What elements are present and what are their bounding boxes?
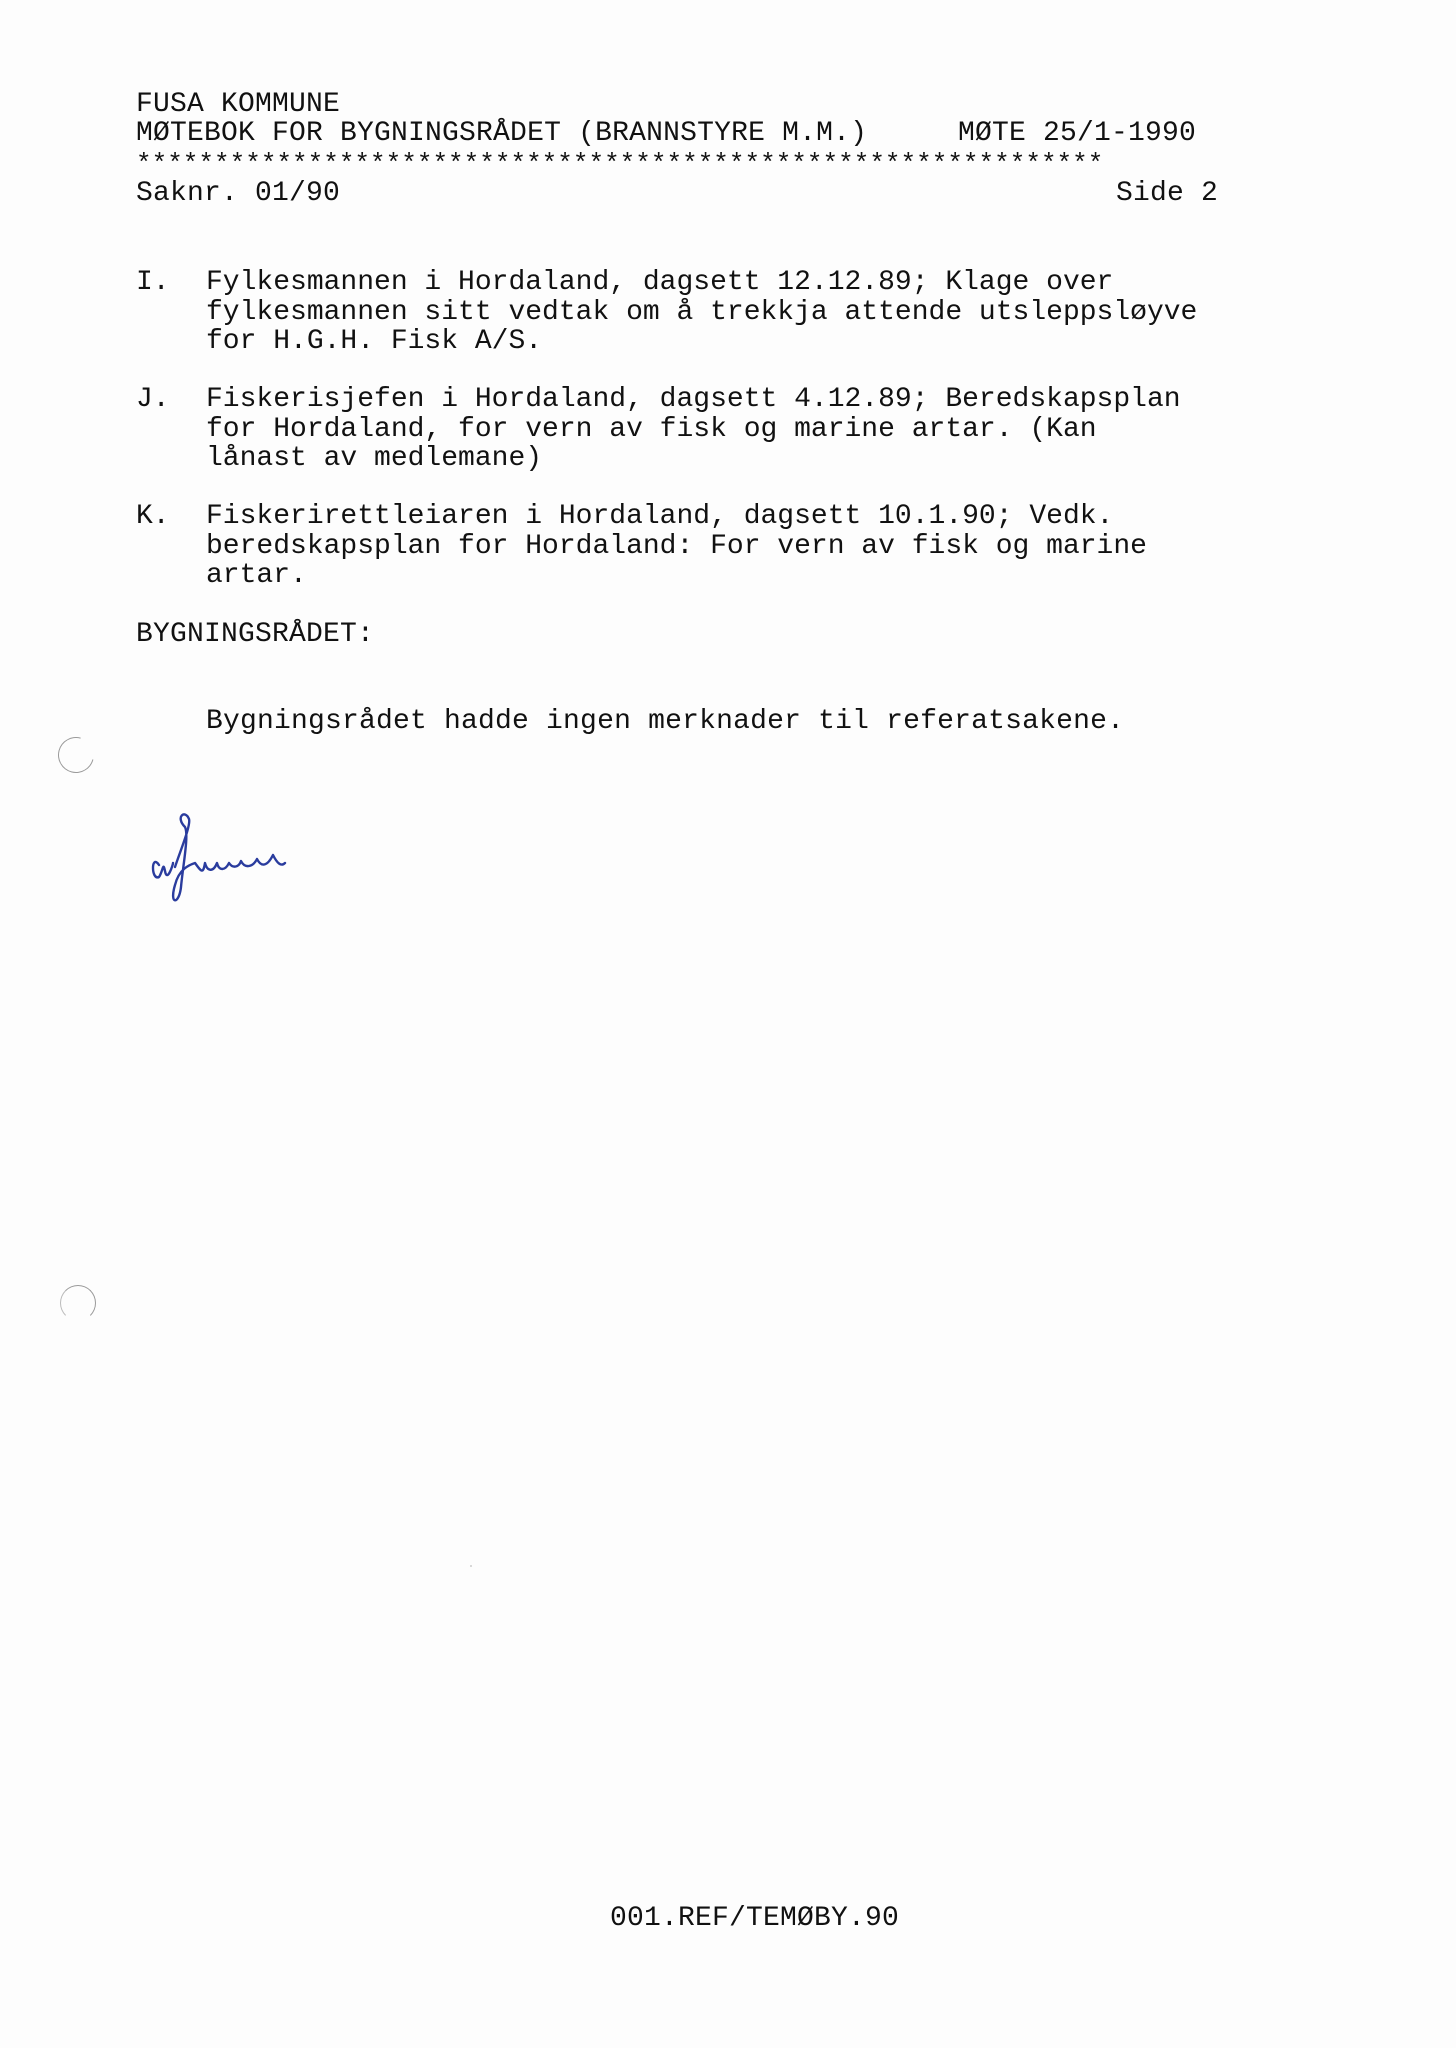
decision-heading: BYGNINGSRÅDET:: [136, 619, 375, 650]
agenda-item-text: Fiskerirettleiaren i Hordaland, dagsett 10.1.90; Vedk. beredskapsplan for Hordaland: For vern av fisk og marine artar.: [206, 501, 1147, 591]
agenda-item-letter: J.: [136, 384, 170, 415]
meeting-date: MØTE 25/1-1990: [958, 118, 1197, 149]
punch-hole-icon: [51, 730, 100, 779]
case-number: Saknr. 01/90: [136, 178, 341, 209]
header-separator: **************************************************************: [136, 151, 1104, 177]
agenda-item-text: Fylkesmannen i Hordaland, dagsett 12.12.89; Klage over fylkesmannen sitt vedtak om å trekkja attende utsleppsløyve for H.G.H. Fisk A/S.: [206, 267, 1198, 357]
document-title: MØTEBOK FOR BYGNINGSRÅDET (BRANNSTYRE M.M.): [136, 118, 868, 149]
agenda-item-letter: K.: [136, 501, 170, 532]
agenda-item-k: [136, 502, 1236, 594]
punch-hole-icon: [60, 1285, 96, 1321]
agenda-item-letter: I.: [136, 267, 170, 298]
agenda-item-i: [136, 268, 1236, 360]
page-number: Side 2: [1116, 178, 1219, 209]
paper-speck: [470, 1565, 472, 1567]
decision-text: Bygningsrådet hadde ingen merknader til referatsakene.: [206, 706, 1125, 737]
agenda-item-text: Fiskerisjefen i Hordaland, dagsett 4.12.89; Beredskapsplan for Hordaland, for vern av fisk og marine artar. (Kan lånast av medlemane): [206, 384, 1181, 474]
footer-reference: 001.REF/TEMØBY.90: [610, 1903, 900, 1934]
municipality-name: FUSA KOMMUNE: [136, 89, 341, 120]
handwritten-signature-icon: [145, 805, 305, 915]
agenda-item-j: [136, 385, 1236, 477]
